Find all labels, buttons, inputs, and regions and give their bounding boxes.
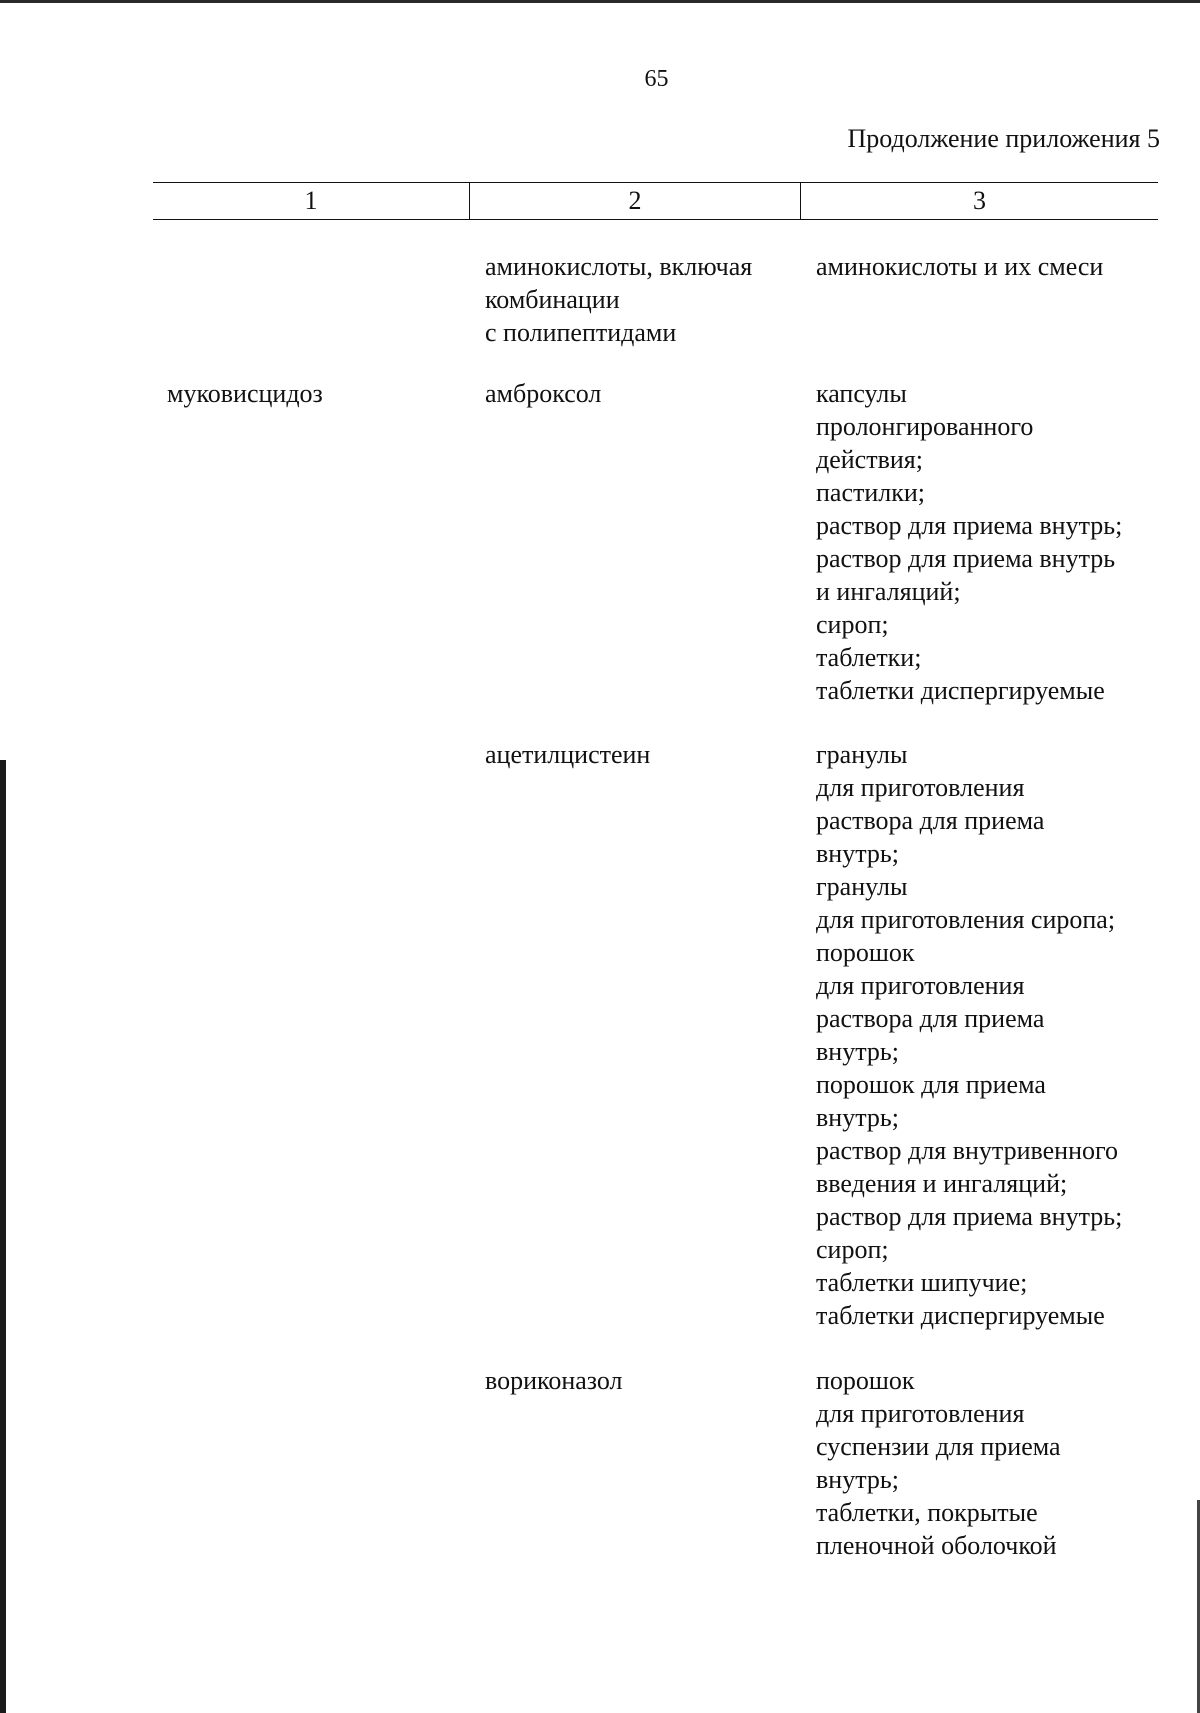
scan-edge-left (0, 760, 6, 1713)
table-header (153, 182, 1158, 220)
continuation-label: Продолжение приложения 5 (847, 124, 1160, 153)
table-row-1-substance: амброксол (485, 379, 602, 408)
table-row-2-forms: гранулы для приготовления раствора для приема внутрь; гранулы для приготовления сиропа; порошок для приготовления раствора для приема внутрь; порошок для приема внутрь; раствор для внутривенного введения и ингаляций; раствор для приема внутрь; сироп; таблетки шипучие; таблетки диспергируемые (816, 740, 1123, 1330)
table-row-0-forms: аминокислоты и их смеси (816, 252, 1104, 281)
scan-edge-top (0, 0, 1200, 3)
column-header-2: 2 (470, 183, 801, 219)
page-number: 65 (644, 66, 669, 92)
column-header-1: 1 (153, 183, 470, 219)
table-row-3-forms: порошок для приготовления суспензии для приема внутрь; таблетки, покрытые пленочной оболочкой (816, 1366, 1061, 1560)
table-row-1-disease: муковисцидоз (167, 379, 323, 408)
column-header-3: 3 (973, 186, 986, 215)
table-row-3-substance: вориконазол (485, 1366, 623, 1395)
table-row-2-substance: ацетилцистеин (485, 740, 651, 769)
table-row-0-substance: аминокислоты, включая комбинации с полипептидами (485, 252, 753, 347)
table-row-1-forms: капсулы пролонгированного действия; пастилки; раствор для приема внутрь; раствор для приема внутрь и ингаляций; сироп; таблетки; таблетки диспергируемые (816, 379, 1123, 705)
